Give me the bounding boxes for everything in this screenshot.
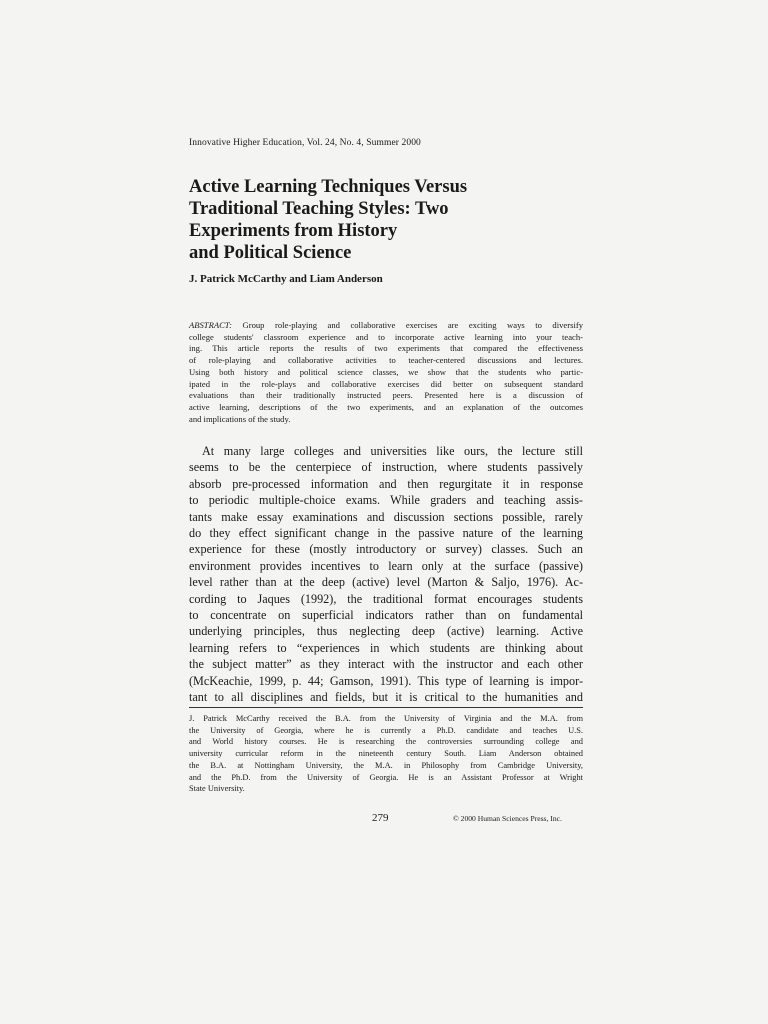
title-line: and Political Science — [189, 243, 352, 263]
body-line: underlying principles, thus neglecting deep (active) learning. Active — [189, 624, 583, 639]
abstract-line: of role-playing and collaborative activities to teacher-centered discussions and lectures. — [189, 355, 583, 366]
body-line: (McKeachie, 1999, p. 44; Gamson, 1991). This type of learning is impor- — [189, 673, 583, 688]
author-footnote — [189, 713, 583, 795]
body-paragraph — [189, 443, 583, 706]
footnote-line: and the Ph.D. from the University of Georgia. He is an Assistant Professor at Wright — [189, 772, 583, 782]
title-line: Experiments from History — [189, 221, 398, 241]
body-line: do they effect significant change in the passive nature of the learning — [189, 526, 583, 541]
body-line: tants make essay examinations and discussion sections possible, rarely — [189, 509, 583, 524]
footnote-line: the B.A. at Nottingham University, the M.A. in Philosophy from Cambridge University, — [189, 760, 583, 770]
body-line: At many large colleges and universities like ours, the lecture still — [202, 444, 583, 458]
footnote-line: State University. — [189, 784, 245, 794]
body-line: to periodic multiple-choice exams. While graders and teaching assis- — [189, 493, 583, 508]
body-line: the subject matter” as they interact with the instructor and each other — [189, 657, 583, 672]
abstract-line: active learning, descriptions of the two experiments, and an explanation of the outcomes — [189, 401, 583, 412]
body-line: level rather than at the deep (active) level (Marton & Saljo, 1976). Ac- — [189, 575, 583, 590]
footnote-divider — [189, 707, 583, 708]
journal-citation: Innovative Higher Education, Vol. 24, No. 4, Summer 2000 — [189, 138, 421, 148]
abstract-line-text: Group role-playing and collaborative exercises are exciting ways to diversify — [231, 320, 583, 330]
abstract-label: ABSTRACT: — [189, 320, 232, 330]
body-line: tant to all disciplines and fields, but it is critical to the humanities and — [189, 690, 583, 705]
footnote-line: university curricular reform in the nineteenth century South. Liam Anderson obtained — [189, 749, 583, 759]
body-line: experience for these (mostly introductory or survey) classes. Such an — [189, 542, 583, 557]
abstract-line: ing. This article reports the results of two experiments that compared the effectiveness — [189, 343, 583, 354]
body-line: absorb pre-processed information and then regurgitate it in response — [189, 476, 583, 491]
abstract-line: and implications of the study. — [189, 413, 291, 424]
abstract-line: Using both history and political science classes, we show that the students who partic- — [189, 366, 583, 377]
body-line: learning refers to “experiences in which students are thinking about — [189, 640, 583, 655]
copyright-notice: © 2000 Human Sciences Press, Inc. — [453, 814, 562, 823]
article-authors: J. Patrick McCarthy and Liam Anderson — [189, 273, 383, 285]
title-line: Traditional Teaching Styles: Two — [189, 199, 449, 219]
abstract-line: evaluations than their traditionally instructed peers. Presented here is a discussion of — [189, 390, 583, 401]
footnote-line: and World history courses. He is researching the controversies surrounding college and — [189, 737, 583, 747]
footnote-line: J. Patrick McCarthy received the B.A. from the University of Virginia and the M.A. from — [189, 714, 583, 723]
abstract-line: college students' classroom experience and to incorporate active learning into your teach- — [189, 331, 583, 342]
body-line: to concentrate on superficial indicators rather than on fundamental — [189, 608, 583, 623]
footnote-line: the University of Georgia, where he is currently a Ph.D. candidate and teaches U.S. — [189, 725, 583, 735]
body-line: cording to Jaques (1992), the traditional format encourages students — [189, 591, 583, 606]
article-title — [189, 176, 589, 264]
abstract — [189, 320, 583, 425]
title-line: Active Learning Techniques Versus — [189, 177, 468, 197]
abstract-line: ipated in the role-plays and collaborative exercises did better on subsequent standard — [189, 378, 583, 389]
abstract-line — [189, 320, 583, 332]
body-line: seems to be the centerpiece of instruction, where students passively — [189, 460, 583, 475]
page-number: 279 — [372, 812, 389, 824]
body-line: environment provides incentives to learn only at the surface (passive) — [189, 558, 583, 573]
